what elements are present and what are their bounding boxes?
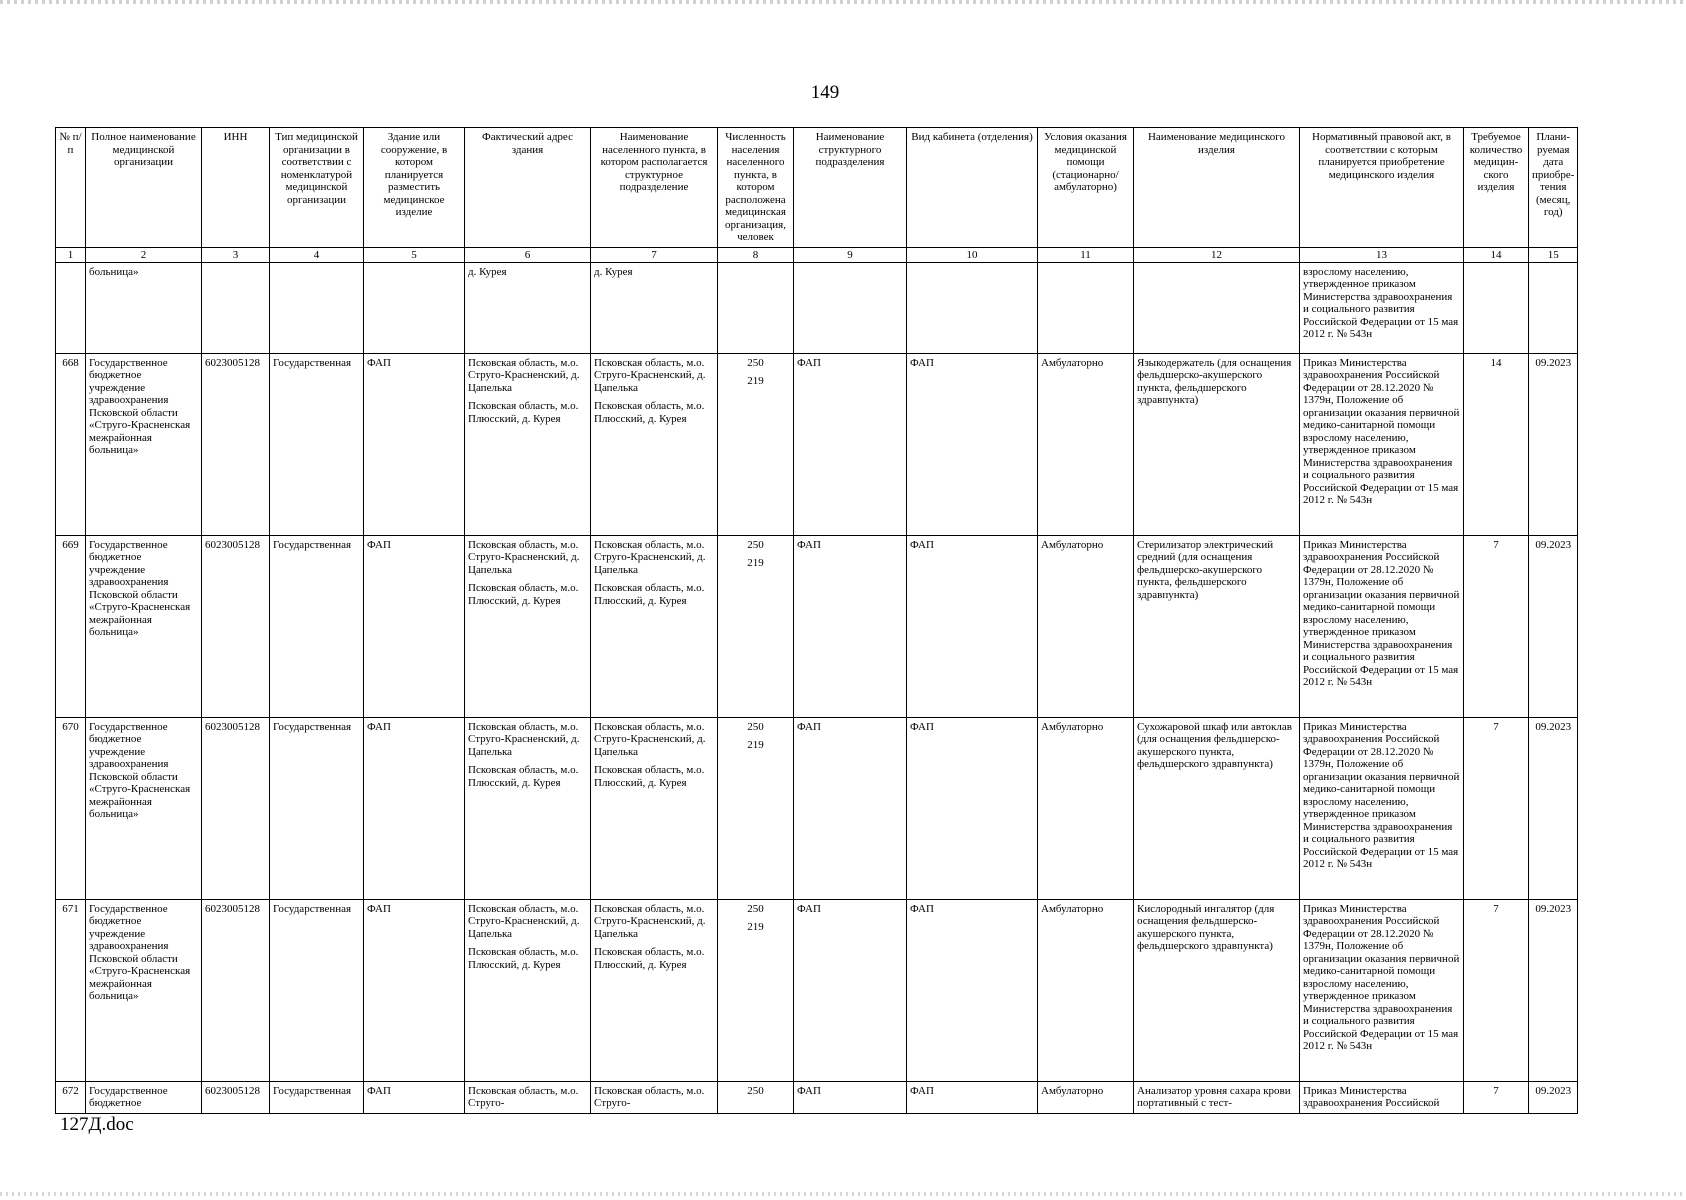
cell-population	[718, 717, 794, 899]
cell-building: ФАП	[364, 1081, 465, 1113]
population-primary: 250	[747, 356, 764, 369]
cell-conditions: Амбулаторно	[1038, 353, 1134, 535]
cell-inn: 6023005128	[202, 535, 270, 717]
table-row	[56, 1081, 1578, 1113]
cell-inn	[202, 262, 270, 353]
col-header: Здание или сооружение, в котором планируется разместить медицинское изделие	[364, 128, 465, 248]
settlement-secondary: Псковская область, м.о. Плюсский, д. Курея	[594, 582, 705, 607]
cell-number	[56, 262, 86, 353]
cell-settlement	[591, 717, 718, 899]
col-header: Фактический адрес здания	[465, 128, 591, 248]
cell-date: 09.2023	[1529, 717, 1578, 899]
cell-quantity	[1464, 262, 1529, 353]
cell-org: Государственное бюджетное учреждение здравоохранения Псковской области «Струго-Красненская межрайонная больница»	[86, 353, 202, 535]
address-secondary: Псковская область, м.о. Плюсский, д. Курея	[468, 946, 579, 971]
cell-org: Государственное бюджетное учреждение здравоохранения Псковской области «Струго-Красненская межрайонная больница»	[86, 717, 202, 899]
cell-org: больница»	[86, 262, 202, 353]
header-row	[56, 128, 1578, 248]
continuation-row	[56, 262, 1578, 353]
cell-number: 671	[56, 899, 86, 1081]
equipment-table	[55, 127, 1578, 1114]
cell-cabinet: ФАП	[907, 353, 1038, 535]
address-primary: Псковская область, м.о. Струго-Красненский, д. Цапелька	[468, 720, 580, 758]
population-secondary: 219	[747, 739, 764, 751]
cell-device: Кислородный ингалятор (для оснащения фельдшерско-акушерского пункта, фельдшерского здравпункта)	[1134, 899, 1300, 1081]
address-primary: Псковская область, м.о. Струго-Красненский, д. Цапелька	[468, 356, 580, 394]
cell-cabinet: ФАП	[907, 1081, 1038, 1113]
cell-device: Языкодержатель (для оснащения фельдшерско-акушерского пункта, фельдшерского здравпункта)	[1134, 353, 1300, 535]
cell-act: Приказ Министерства здравоохранения Российской Федерации от 28.12.2020 № 1379н, Положение об организации оказания первичной медико-санитарной помощи взрослому населению, утвержденное приказом Министерства здравоохранения и социального развития Российской Федерации от 15 мая 2012 г. № 543н	[1300, 899, 1464, 1081]
cell-device	[1134, 262, 1300, 353]
col-header: Плани-руемая дата приобре-тения (месяц, год)	[1529, 128, 1578, 248]
scan-edge-bottom	[0, 1192, 1686, 1196]
cell-date	[1529, 262, 1578, 353]
col-header: Полное наименование медицинской организации	[86, 128, 202, 248]
table-row	[56, 717, 1578, 899]
cell-conditions	[1038, 262, 1134, 353]
cell-division: ФАП	[794, 353, 907, 535]
column-number-row	[56, 247, 1578, 262]
cell-division: ФАП	[794, 899, 907, 1081]
col-header: № п/п	[56, 128, 86, 248]
cell-building	[364, 262, 465, 353]
cell-population	[718, 899, 794, 1081]
settlement-secondary: Псковская область, м.о. Плюсский, д. Курея	[594, 946, 705, 971]
settlement-primary: Псковская область, м.о. Струго-Красненский, д. Цапелька	[594, 720, 706, 758]
cell-settlement	[591, 899, 718, 1081]
col-header: Численность населения населенного пункта, в котором расположена медицинская организация, человек	[718, 128, 794, 248]
cell-conditions: Амбулаторно	[1038, 535, 1134, 717]
cell-population: 250	[718, 1081, 794, 1113]
cell-cabinet: ФАП	[907, 899, 1038, 1081]
cell-division	[794, 262, 907, 353]
cell-address: д. Курея	[465, 262, 591, 353]
cell-conditions: Амбулаторно	[1038, 717, 1134, 899]
cell-conditions: Амбулаторно	[1038, 1081, 1134, 1113]
col-number: 15	[1529, 247, 1578, 262]
col-number: 5	[364, 247, 465, 262]
col-number: 13	[1300, 247, 1464, 262]
footer-filename: 127Д.doc	[60, 1114, 134, 1135]
cell-org: Государственное бюджетное	[86, 1081, 202, 1113]
cell-inn: 6023005128	[202, 1081, 270, 1113]
cell-act: взрослому населению, утвержденное приказом Министерства здравоохранения и социального развития Российской Федерации от 15 мая 2012 г. № 543н	[1300, 262, 1464, 353]
cell-population	[718, 262, 794, 353]
address-secondary: Псковская область, м.о. Плюсский, д. Курея	[468, 400, 579, 425]
col-number: 2	[86, 247, 202, 262]
col-header: Наименование населенного пункта, в котором располагается структурное подразделение	[591, 128, 718, 248]
settlement-secondary: Псковская область, м.о. Плюсский, д. Курея	[594, 400, 705, 425]
col-number: 3	[202, 247, 270, 262]
cell-type: Государственная	[270, 535, 364, 717]
col-number: 11	[1038, 247, 1134, 262]
cell-quantity: 7	[1464, 717, 1529, 899]
cell-type: Государственная	[270, 899, 364, 1081]
cell-cabinet: ФАП	[907, 717, 1038, 899]
cell-type: Государственная	[270, 717, 364, 899]
population-primary: 250	[747, 902, 764, 915]
col-header: ИНН	[202, 128, 270, 248]
cell-act: Приказ Министерства здравоохранения Российской	[1300, 1081, 1464, 1113]
cell-conditions: Амбулаторно	[1038, 899, 1134, 1081]
population-secondary: 219	[747, 375, 764, 387]
col-number: 8	[718, 247, 794, 262]
cell-act: Приказ Министерства здравоохранения Российской Федерации от 28.12.2020 № 1379н, Положение об организации оказания первичной медико-санитарной помощи взрослому населению, утвержденное приказом Министерства здравоохранения и социального развития Российской Федерации от 15 мая 2012 г. № 543н	[1300, 535, 1464, 717]
cell-building: ФАП	[364, 717, 465, 899]
cell-type: Государственная	[270, 353, 364, 535]
cell-inn: 6023005128	[202, 353, 270, 535]
col-number: 1	[56, 247, 86, 262]
col-header: Наименование структурного подразделения	[794, 128, 907, 248]
cell-address	[465, 717, 591, 899]
cell-inn: 6023005128	[202, 899, 270, 1081]
cell-number: 668	[56, 353, 86, 535]
col-header: Условия оказания медицинской помощи (стационарно/ амбулаторно)	[1038, 128, 1134, 248]
population-primary: 250	[747, 538, 764, 551]
cell-address	[465, 899, 591, 1081]
col-header: Нормативный правовой акт, в соответствии с которым планируется приобретение медицинского изделия	[1300, 128, 1464, 248]
address-secondary: Псковская область, м.о. Плюсский, д. Курея	[468, 764, 579, 789]
settlement-primary: Псковская область, м.о. Струго-Красненский, д. Цапелька	[594, 538, 706, 576]
col-number: 6	[465, 247, 591, 262]
settlement-primary: Псковская область, м.о. Струго-Красненский, д. Цапелька	[594, 356, 706, 394]
cell-building: ФАП	[364, 353, 465, 535]
address-secondary: Псковская область, м.о. Плюсский, д. Курея	[468, 582, 579, 607]
col-header: Наименование медицинского изделия	[1134, 128, 1300, 248]
col-number: 12	[1134, 247, 1300, 262]
cell-settlement	[591, 353, 718, 535]
cell-building: ФАП	[364, 535, 465, 717]
population-secondary: 219	[747, 557, 764, 569]
cell-division: ФАП	[794, 717, 907, 899]
col-header: Вид кабинета (отделения)	[907, 128, 1038, 248]
cell-org: Государственное бюджетное учреждение здравоохранения Псковской области «Струго-Красненская межрайонная больница»	[86, 899, 202, 1081]
cell-population	[718, 353, 794, 535]
cell-org: Государственное бюджетное учреждение здравоохранения Псковской области «Струго-Красненская межрайонная больница»	[86, 535, 202, 717]
cell-type: Государственная	[270, 1081, 364, 1113]
cell-division: ФАП	[794, 1081, 907, 1113]
cell-act: Приказ Министерства здравоохранения Российской Федерации от 28.12.2020 № 1379н, Положение об организации оказания первичной медико-санитарной помощи взрослому населению, утвержденное приказом Министерства здравоохранения и социального развития Российской Федерации от 15 мая 2012 г. № 543н	[1300, 353, 1464, 535]
cell-settlement: д. Курея	[591, 262, 718, 353]
cell-cabinet: ФАП	[907, 535, 1038, 717]
cell-number: 670	[56, 717, 86, 899]
cell-device: Сухожаровой шкаф или автоклав (для оснащения фельдшерско-акушерского пункта, фельдшерского здравпункта)	[1134, 717, 1300, 899]
settlement-primary: Псковская область, м.о. Струго-Красненский, д. Цапелька	[594, 902, 706, 940]
cell-address	[465, 535, 591, 717]
cell-settlement: Псковская область, м.о. Струго-	[591, 1081, 718, 1113]
col-number: 9	[794, 247, 907, 262]
cell-act: Приказ Министерства здравоохранения Российской Федерации от 28.12.2020 № 1379н, Положение об организации оказания первичной медико-санитарной помощи взрослому населению, утвержденное приказом Министерства здравоохранения и социального развития Российской Федерации от 15 мая 2012 г. № 543н	[1300, 717, 1464, 899]
table-row	[56, 353, 1578, 535]
cell-population	[718, 535, 794, 717]
cell-date: 09.2023	[1529, 535, 1578, 717]
address-primary: Псковская область, м.о. Струго-Красненский, д. Цапелька	[468, 538, 580, 576]
cell-inn: 6023005128	[202, 717, 270, 899]
page-number: 149	[810, 82, 840, 103]
scan-edge-top	[0, 0, 1686, 4]
cell-date: 09.2023	[1529, 1081, 1578, 1113]
cell-device: Анализатор уровня сахара крови портативный с тест-	[1134, 1081, 1300, 1113]
col-number: 4	[270, 247, 364, 262]
col-header: Тип медицинской организации в соответствии с номенклатурой медицинской организации	[270, 128, 364, 248]
cell-cabinet	[907, 262, 1038, 353]
cell-type	[270, 262, 364, 353]
table-row	[56, 535, 1578, 717]
cell-settlement	[591, 535, 718, 717]
cell-date: 09.2023	[1529, 899, 1578, 1081]
address-primary: Псковская область, м.о. Струго-Красненский, д. Цапелька	[468, 902, 580, 940]
cell-address: Псковская область, м.о. Струго-	[465, 1081, 591, 1113]
table-row	[56, 899, 1578, 1081]
col-number: 10	[907, 247, 1038, 262]
cell-quantity: 7	[1464, 899, 1529, 1081]
cell-number: 672	[56, 1081, 86, 1113]
cell-building: ФАП	[364, 899, 465, 1081]
cell-division: ФАП	[794, 535, 907, 717]
cell-quantity: 7	[1464, 535, 1529, 717]
cell-address	[465, 353, 591, 535]
col-number: 7	[591, 247, 718, 262]
population-secondary: 219	[747, 921, 764, 933]
cell-number: 669	[56, 535, 86, 717]
cell-quantity: 14	[1464, 353, 1529, 535]
population-primary: 250	[747, 720, 764, 733]
settlement-secondary: Псковская область, м.о. Плюсский, д. Курея	[594, 764, 705, 789]
cell-quantity: 7	[1464, 1081, 1529, 1113]
cell-date: 09.2023	[1529, 353, 1578, 535]
col-number: 14	[1464, 247, 1529, 262]
col-header: Требуемое количество медицин-ского изделия	[1464, 128, 1529, 248]
cell-device: Стерилизатор электрический средний (для оснащения фельдшерско-акушерского пункта, фельдшерского здравпункта)	[1134, 535, 1300, 717]
